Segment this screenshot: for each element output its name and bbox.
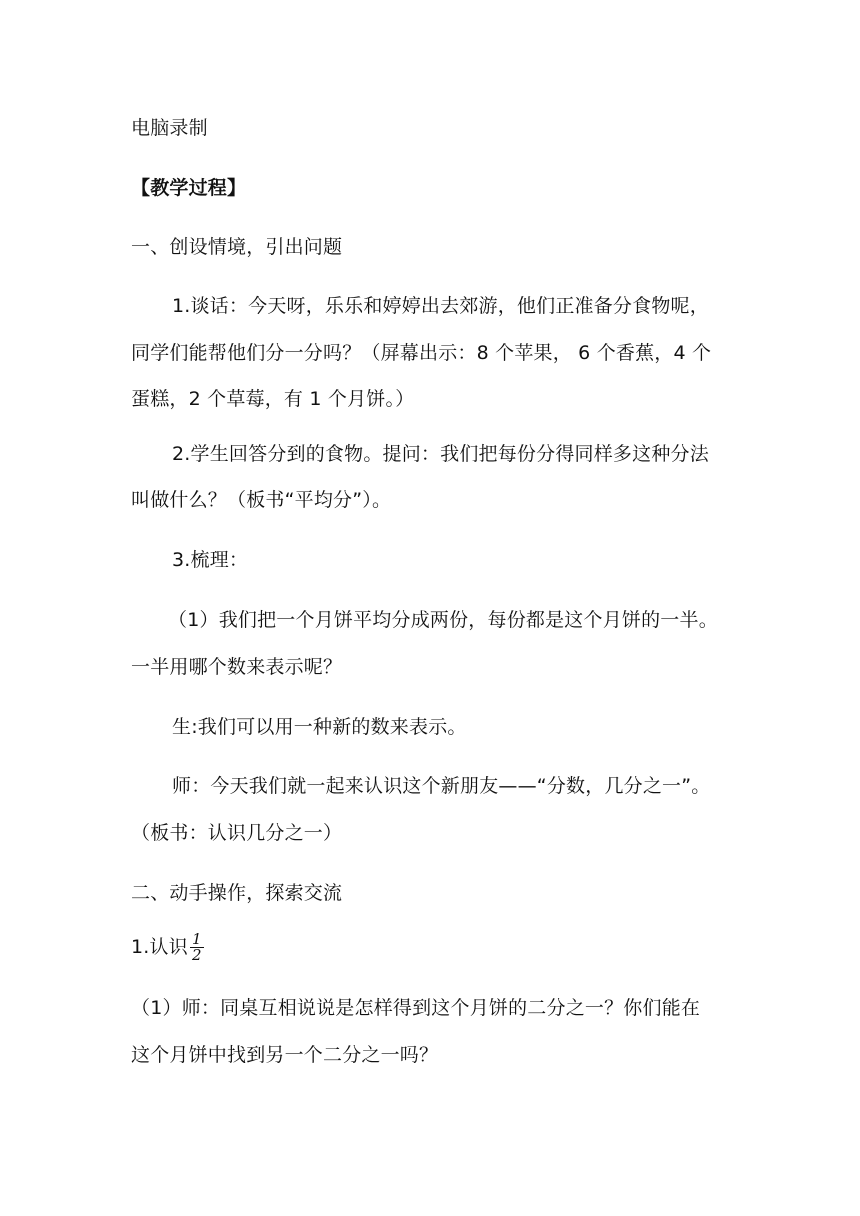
subheading-line [131,932,731,963]
section-heading: 一、创设情境，引出问题 [131,236,343,258]
paragraph-line: （板书：认识几分之一） [131,822,343,844]
paragraph-line: 生:我们可以用一种新的数来表示。 [172,716,467,738]
paragraph-line: （1）我们把一个月饼平均分成两份，每份都是这个月饼的一半。 [168,609,718,631]
paragraph-line: 蛋糕，2 个草莓，有 1 个月饼。） [131,388,415,410]
subheading-text: 1.认识 [131,936,188,958]
section-heading: 二、动手操作，探索交流 [131,882,343,904]
paragraph-line: 3.梳理： [172,549,249,571]
paragraph-line: （1）师：同桌互相说说是怎样得到这个月饼的二分之一？你们能在 [131,997,701,1019]
fraction-denominator: 2 [191,946,202,964]
paragraph-line: 同学们能帮他们分一分吗？（屏幕出示：8 个苹果， 6 个香蕉，4 个 [131,342,712,364]
fraction-one-half [190,932,204,963]
section-heading: 【教学过程】 [131,177,247,199]
paragraph-line: 这个月饼中找到另一个二分之一吗？ [131,1044,439,1066]
paragraph-line: 1.谈话：今天呀，乐乐和婷婷出去郊游，他们正准备分食物呢， [172,295,709,317]
paragraph-line: 师：今天我们就一起来认识这个新朋友——“分数，几分之一”。 [172,775,711,797]
fraction-numerator: 1 [191,930,202,948]
paragraph-line: 一半用哪个数来表示呢？ [131,656,343,678]
paragraph-line: 叫做什么？（板书“平均分”）。 [131,489,392,511]
paragraph-line: 2.学生回答分到的食物。提问：我们把每份分得同样多这种分法 [172,443,709,465]
text-line: 电脑录制 [131,117,208,139]
